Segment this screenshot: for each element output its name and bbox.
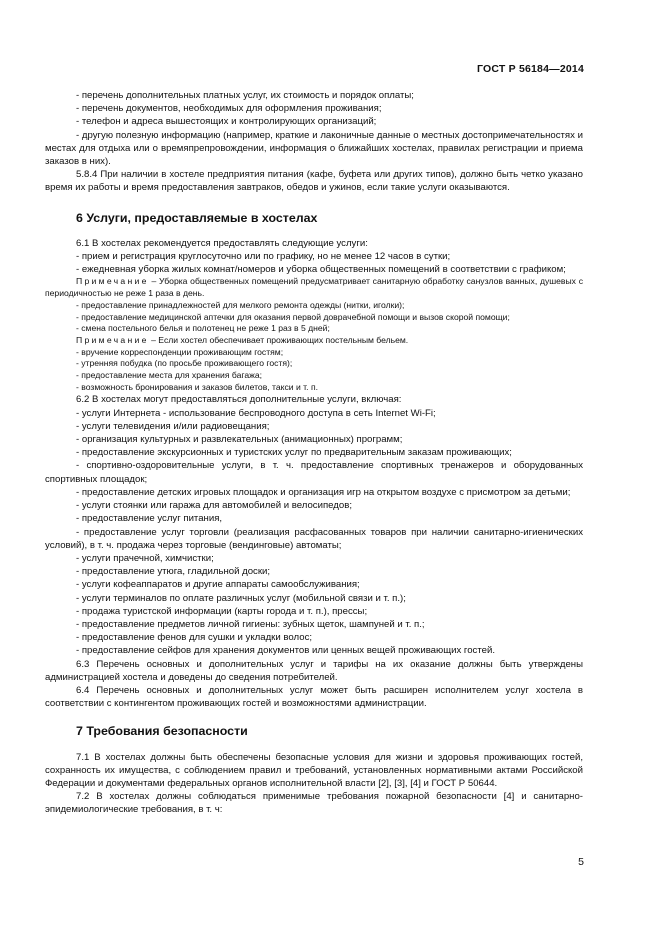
note-2 [45, 335, 583, 347]
section-7-heading: 7 Требования безопасности [76, 724, 248, 739]
list-item: - услуги стоянки или гаража для автомобилей и велосипедов; [76, 500, 352, 512]
clause-7-1: 7.1 В хостелах должны быть обеспечены безопасные условия для жизни и здоровья проживающих гостей, сохранность их имущества, с соблюдением правил и требований, установленных нормативными актами Российской Федерации и документами федеральных органов исполнительной власти [2], [3], [4] и ГОСТ Р 50644. [45, 751, 583, 789]
list-item: - утренняя побудка (по просьбе проживающего гостя); [76, 358, 293, 369]
list-item: - продажа туристской информации (карты города и т. п.), прессы; [76, 605, 368, 617]
list-item: - услуги терминалов по оплате различных услуг (мобильной связи и т. п.); [76, 592, 406, 604]
document-id-header: ГОСТ Р 56184—2014 [476, 63, 584, 75]
list-item: - вручение корреспонденции проживающим гостям; [76, 346, 284, 357]
note-text: – Уборка общественных помещений предусматривает санитарную обработку санузлов ванных, душевых с периодичностью не реже 1 раза в день. [45, 276, 583, 299]
page-content [45, 89, 583, 817]
clause-7-2: 7.2 В хостелах должны соблюдаться применимые требования пожарной безопасности [4] и санитарно-эпидемиологические требования, в т. ч: [45, 791, 583, 816]
list-item: - услуги Интернета - использование беспроводного доступа в сеть Internet Wi-Fi; [76, 407, 436, 419]
list-item: - предоставление медицинской аптечки для оказания первой доврачебной помощи и вызов скорой помощи; [76, 311, 510, 322]
list-item: - предоставление сейфов для хранения документов или ценных вещей проживающих гостей. [76, 645, 495, 657]
note-1 [45, 276, 583, 299]
list-item: - предоставление экскурсионных и туристских услуг по предварительным заказам проживающих; [76, 447, 512, 459]
note-text: – Если хостел обеспечивает проживающих постельным бельем. [148, 334, 409, 345]
list-item: - прием и регистрация круглосуточно или по графику, но не менее 12 часов в сутки; [76, 251, 451, 263]
section-6-heading: 6 Услуги, предоставляемые в хостелах [76, 210, 318, 225]
list-item: - другую полезную информацию (например, краткие и лаконичные данные о местных достопримечательностях и местах для отдыха или о времяпрепровождении, информация о ближайших хостелах, правилах регистрации и приема заказов в них). [45, 129, 583, 168]
clause-6-3: 6.3 Перечень основных и дополнительных услуг и тарифы на их оказание должны быть утверждены администрацией хостела и доведены до сведения потребителей. [45, 658, 583, 683]
clause-6-2: 6.2 В хостелах могут предоставляться дополнительные услуги, включая: [76, 394, 402, 406]
list-item: - перечень документов, необходимых для оформления проживания; [76, 103, 382, 115]
list-item: - ежедневная уборка жилых комнат/номеров и уборка общественных помещений в соответствии с графиком; [76, 264, 566, 276]
list-item: - предоставление места для хранения багажа; [76, 370, 263, 381]
clause-6-4: 6.4 Перечень основных и дополнительных услуг может быть расширен исполнителем услуг хостела в соответствии с контингентом проживающих гостей и возможностями администрации. [45, 684, 583, 710]
list-item: - спортивно-оздоровительные услуги, в т. ч. предоставление спортивных тренажеров и оборудованных спортивных площадок; [45, 460, 583, 485]
list-item: - предоставление предметов личной гигиены: зубных щеток, шампуней и т. п.; [76, 618, 425, 630]
note-label: Примечание [76, 276, 149, 287]
list-item: - смена постельного белья и полотенец не реже 1 раз в 5 дней; [76, 323, 330, 334]
note-label: Примечание [76, 334, 149, 345]
list-item: - предоставление принадлежностей для мелкого ремонта одежды (нитки, иголки); [76, 299, 405, 310]
list-item: - услуги прачечной, химчистки; [76, 552, 214, 564]
list-item: - перечень дополнительных платных услуг, их стоимость и порядок оплаты; [76, 90, 414, 101]
list-item: - предоставление утюга, гладильной доски; [76, 566, 271, 578]
list-item: - услуги кофеаппаратов и другие аппараты самообслуживания; [76, 579, 360, 591]
list-item: - организация культурных и развлекательных (анимационных) программ; [76, 434, 403, 446]
list-item: - предоставление услуг торговли (реализация расфасованных товаров при наличии санитарно-игиенических условий), в т. ч. продажа через торговые (вендинговые) автоматы; [45, 526, 583, 551]
clause-5-8-4: 5.8.4 При наличии в хостеле предприятия питания (кафе, буфета или других типов), должно быть четко указано время их работы и время предоставления завтраков, обедов и ужинов, если такие услуги оказываются. [45, 169, 583, 194]
list-item: - услуги телевидения и/или радиовещания; [76, 420, 270, 432]
page-number: 5 [578, 856, 584, 868]
clause-6-1: 6.1 В хостелах рекомендуется предоставлять следующие услуги: [76, 237, 368, 249]
list-item: - предоставление фенов для сушки и укладки волос; [76, 632, 313, 644]
list-item: - телефон и адреса вышестоящих и контролирующих организаций; [76, 116, 377, 128]
list-item: - предоставление детских игровых площадок и организация игр на открытом воздухе с присмотром за детьми; [76, 486, 571, 498]
list-item: - предоставление услуг питания, [76, 513, 223, 525]
list-item: - возможность бронирования и заказов билетов, такси и т. п. [76, 381, 318, 392]
